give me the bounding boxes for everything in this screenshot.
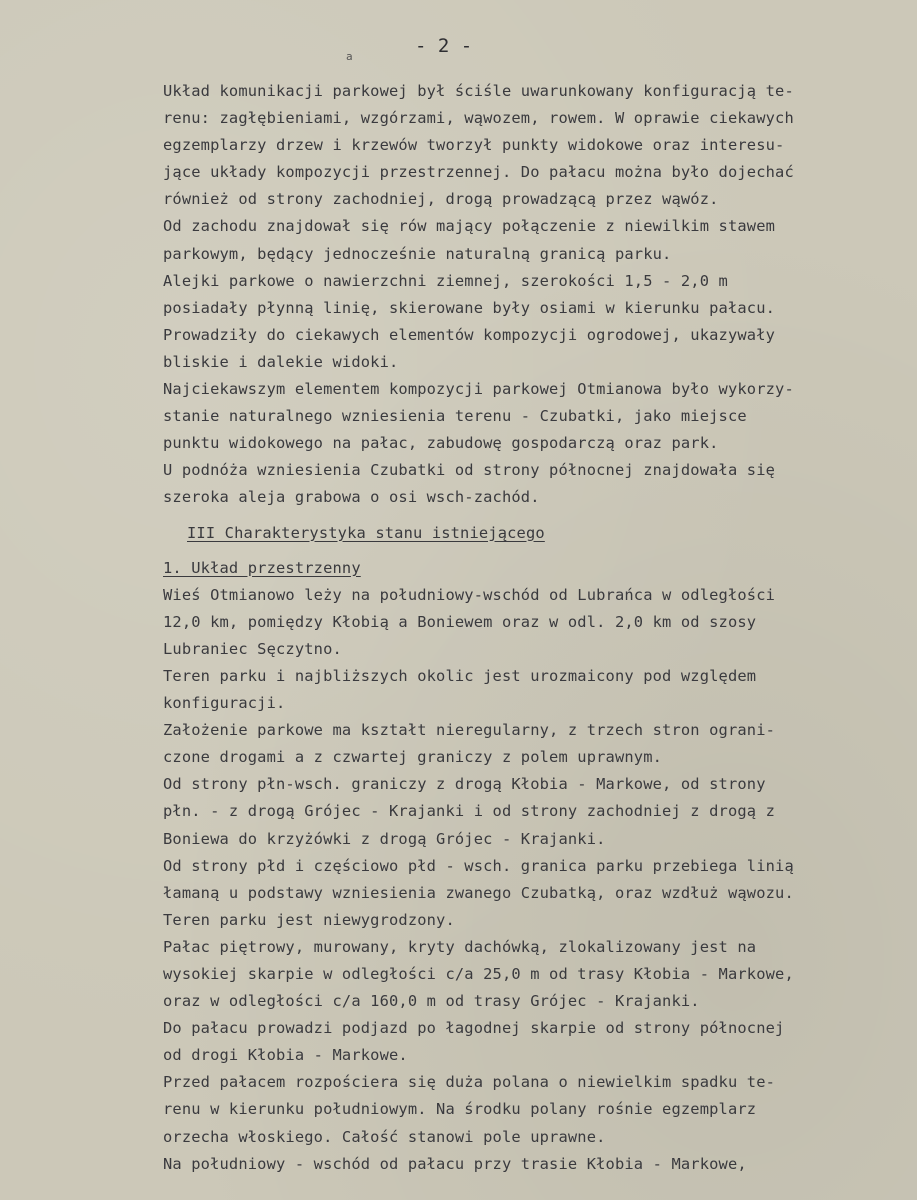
text-line: jące układy kompozycji przestrzennej. Do pałacu można było dojechać (163, 163, 794, 182)
text-line: U podnóża wzniesienia Czubatki od strony północnej znajdowała się (163, 461, 776, 480)
section-heading-text: III Charakterystyka stanu istniejącego (187, 523, 545, 542)
text-line: wysokiej skarpie w odległości c/a 25,0 m od trasy Kłobia - Markowe, (163, 965, 794, 983)
text-line: od drogi Kłobia - Markowe. (163, 1046, 408, 1065)
text-line: posiadały płynną linię, skierowane były osiami w kierunku pałacu. (163, 298, 776, 317)
text-line: oraz w odległości c/a 160,0 m od trasy Grójec - Krajanki. (163, 992, 700, 1011)
text-line: Od strony płn-wsch. graniczy z drogą Kłobia - Markowe, od strony (163, 775, 766, 794)
text-line: czone drogami a z czwartej graniczy z polem uprawnym. (163, 748, 663, 767)
text-line: Teren parku i najbliższych okolic jest urozmaicony pod względem (163, 666, 757, 685)
text-line: szeroka aleja grabowa o osi wsch-zachód. (163, 488, 540, 507)
text-line: bliskie i dalekie widoki. (163, 352, 399, 371)
text-line: Przed pałacem rozpościera się duża polana o niewielkim spadku te- (163, 1073, 776, 1092)
text-line: renu w kierunku południowym. Na środku polany rośnie egzemplarz (163, 1100, 757, 1119)
section-heading (163, 520, 908, 547)
text-line: Od strony płd i częściowo płd - wsch. granica parku przebiega linią (163, 856, 794, 875)
text-line: renu: zagłębieniami, wzgórzami, wąwozem, rowem. W oprawie ciekawych (163, 109, 794, 128)
text-line: punktu widokowego na pałac, zabudowę gospodarczą oraz park. (163, 434, 719, 453)
text-line: Prowadziły do ciekawych elementów kompozycji ogrodowej, ukazywały (163, 325, 776, 344)
text-line: Założenie parkowe ma kształt nieregularny, z trzech stron ograni- (163, 721, 776, 740)
text-line: egzemplarzy drzew i krzewów tworzył punkty widokowe oraz interesu- (163, 136, 785, 155)
text-line: Od zachodu znajdował się rów mający połączenie z niewilkim stawem (163, 217, 776, 236)
text-line: 12,0 km, pomiędzy Kłobią a Boniewem oraz w odl. 2,0 km od szosy (163, 612, 757, 631)
subsection-heading-text: 1. Układ przestrzenny (163, 558, 361, 577)
text-line: Boniewa do krzyżówki z drogą Grójec - Krajanki. (163, 829, 606, 848)
text-line: Układ komunikacji parkowej był ściśle uwarunkowany konfiguracją te- (163, 82, 794, 100)
subsection-heading (163, 555, 908, 582)
text-line: Na południowy - wschód od pałacu przy trasie Kłobia - Markowe, (163, 1154, 747, 1173)
page-number: - 2 - (415, 35, 473, 57)
text-line: Do pałacu prowadzi podjazd po łagodnej skarpie od strony północnej (163, 1019, 785, 1038)
text-line: Najciekawszym elementem kompozycji parkowej Otmianowa było wykorzy- (163, 380, 794, 399)
text-line: Pałac piętrowy, murowany, kryty dachówką, zlokalizowany jest na (163, 937, 757, 956)
paragraph-park-communication (163, 78, 908, 512)
text-line: łamaną u podstawy wzniesienia zwanego Czubatką, oraz wzdłuż wąwozu. (163, 883, 794, 902)
text-line: również od strony zachodniej, drogą prowadzącą przez wąwóz. (163, 190, 719, 209)
text-line: orzecha włoskiego. Całość stanowi pole uprawne. (163, 1127, 606, 1146)
paragraph-spatial-layout (163, 582, 908, 1178)
text-line: Lubraniec Sęczytno. (163, 639, 342, 658)
document-body (163, 78, 908, 1178)
text-line: parkowym, będący jednocześnie naturalną granicą parku. (163, 244, 672, 263)
text-line: stanie naturalnego wzniesienia terenu - Czubatki, jako miejsce (163, 407, 747, 426)
text-line: Teren parku jest niewygrodzony. (163, 910, 455, 929)
text-line: płn. - z drogą Grójec - Krajanki i od strony zachodniej z drogą z (163, 802, 776, 821)
text-line: Alejki parkowe o nawierzchni ziemnej, szerokości 1,5 - 2,0 m (163, 271, 728, 290)
text-line: Wieś Otmianowo leży na południowy-wschód od Lubrańca w odległości (163, 585, 776, 604)
text-line: konfiguracji. (163, 694, 286, 713)
pencil-mark: a (346, 50, 353, 63)
